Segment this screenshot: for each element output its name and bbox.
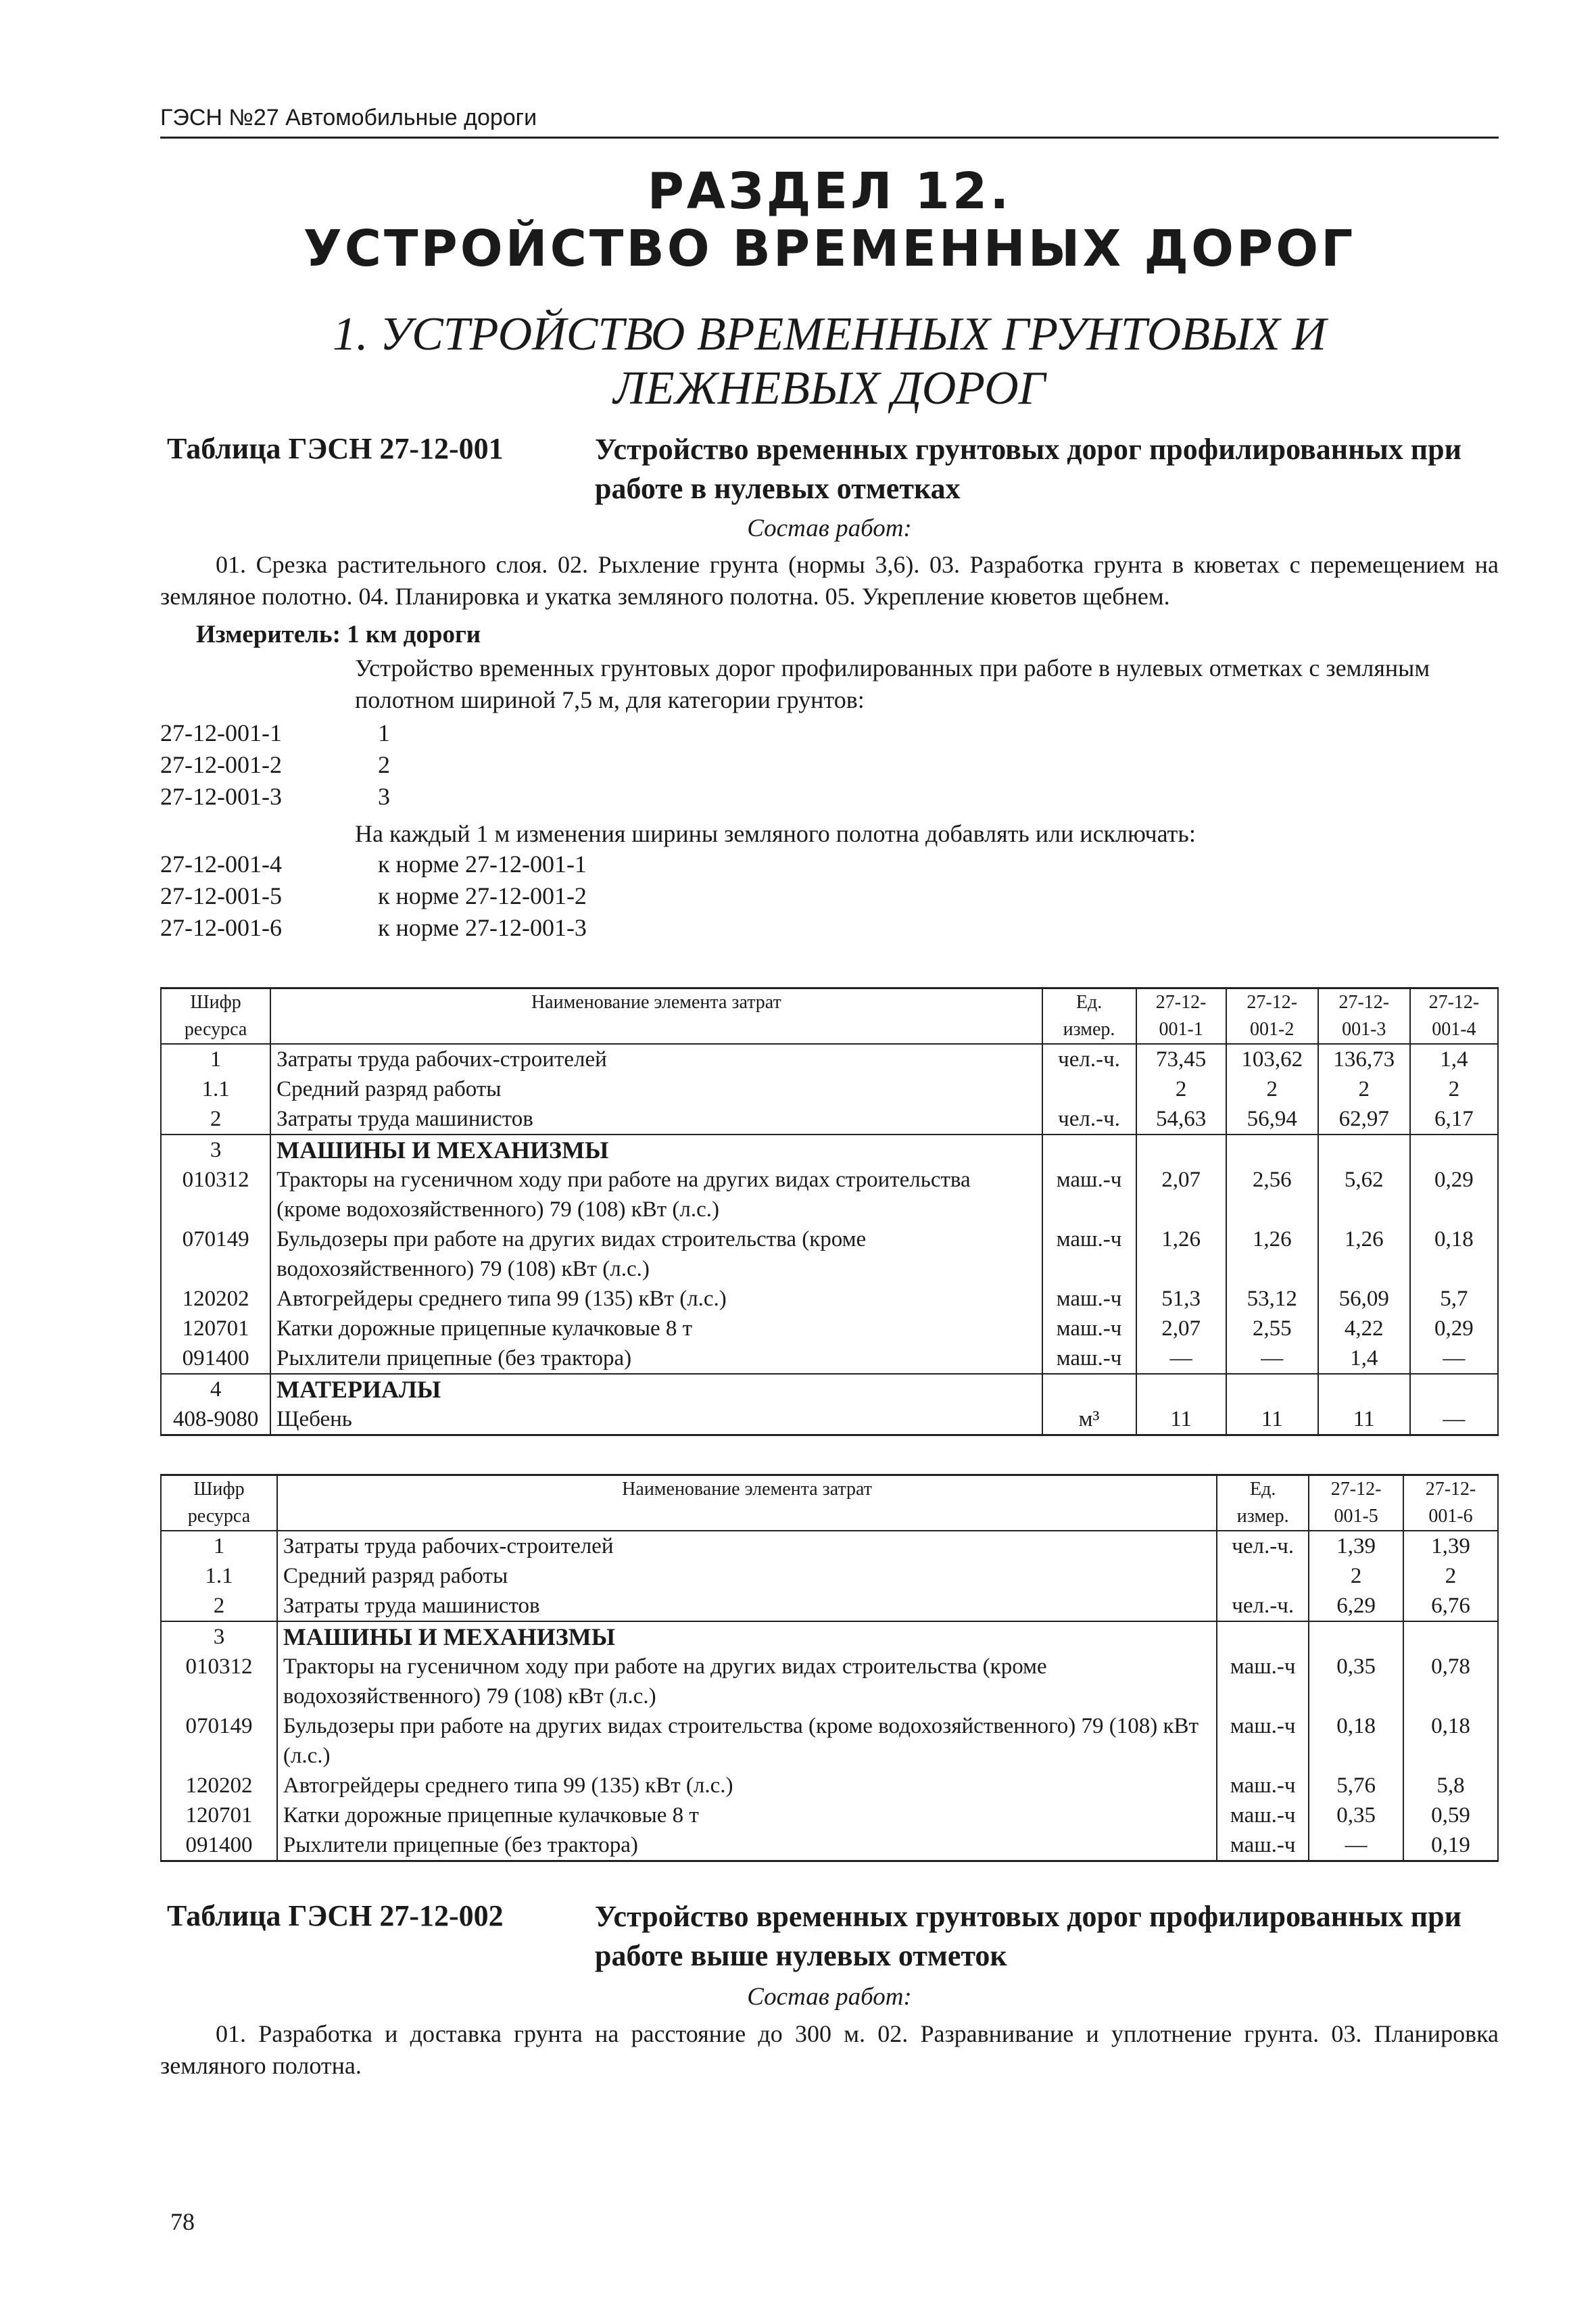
resource-value: 53,12 <box>1226 1284 1318 1314</box>
table-title: Устройство временных грунтовых дорог профилированных при работе в нулевых отметках <box>595 433 1461 505</box>
table-label-2: Таблица ГЭСН 27-12-002 <box>167 1899 504 1932</box>
resource-name: Затраты труда машинистов <box>277 1591 1217 1621</box>
section-title: УСТРОЙСТВО ВРЕМЕННЫХ ДОРОГ <box>303 220 1356 278</box>
norms-intro: Устройство временных грунтовых дорог профилированных при работе в нулевых отметках с земляным полотном шириной 7,5 м, для категории грунтов: <box>355 654 1430 713</box>
resource-value <box>1410 1135 1498 1165</box>
resource-code: 120701 <box>161 1800 277 1830</box>
works-text-2: 01. Разработка и доставка грунта на расстояние до 300 м. 02. Разравнивание и уплотнение грунта. 03. Планировка земляного полотна. <box>160 2020 1499 2079</box>
resource-value <box>1226 1374 1318 1404</box>
resource-code: 1.1 <box>161 1074 270 1104</box>
subsection-title-line2: ЛЕЖНЕВЫХ ДОРОГ <box>613 362 1046 414</box>
table-row <box>161 1800 1498 1830</box>
resource-name: Тракторы на гусеничном ходу при работе на других видах строительства (кроме водохозяйственного) 79 (108) кВт (л.с.) <box>270 1165 1042 1224</box>
resource-unit: маш.-ч <box>1217 1652 1309 1711</box>
resource-unit <box>1217 1621 1309 1652</box>
resource-value: 0,78 <box>1403 1652 1498 1711</box>
resource-code: 010312 <box>161 1165 270 1224</box>
header-name: Наименование элемента затрат <box>270 988 1042 1045</box>
resource-name: Рыхлители прицепные (без трактора) <box>277 1830 1217 1861</box>
resource-value: — <box>1410 1404 1498 1435</box>
resource-code: 4 <box>161 1374 270 1404</box>
resource-value: 2 <box>1136 1074 1226 1104</box>
table-row <box>161 1711 1498 1771</box>
works-text: 01. Срезка растительного слоя. 02. Рыхление грунта (нормы 3,6). 03. Разработка грунта в кюветах с перемещением на земляное полотно. 04. Планировка и укатка земляного полотна. 05. Укрепление кюветов щебнем. <box>160 551 1499 610</box>
resource-value: 2,07 <box>1136 1314 1226 1343</box>
resource-value: 0,19 <box>1403 1830 1498 1861</box>
resource-value: 1,26 <box>1226 1224 1318 1284</box>
resource-value: — <box>1226 1343 1318 1374</box>
norm-code: 27-12-001-1 <box>160 719 282 746</box>
section-number: РАЗДЕЛ 12. <box>647 162 1012 220</box>
resource-name: Затраты труда машинистов <box>270 1104 1042 1135</box>
resource-value: 4,22 <box>1318 1314 1410 1343</box>
resource-value: 136,73 <box>1318 1044 1410 1074</box>
header-code: Шифр ресурса <box>161 988 270 1045</box>
resource-value: 56,94 <box>1226 1104 1318 1135</box>
resource-value: 5,7 <box>1410 1284 1498 1314</box>
table-row <box>161 1044 1498 1074</box>
resource-value: 73,45 <box>1136 1044 1226 1074</box>
resource-value <box>1410 1374 1498 1404</box>
resource-unit <box>1217 1561 1309 1591</box>
resource-value <box>1403 1621 1498 1652</box>
header-unit: Ед. измер. <box>1042 988 1136 1045</box>
resource-value: 2 <box>1226 1074 1318 1104</box>
resource-value: 5,8 <box>1403 1771 1498 1800</box>
resource-value: 5,62 <box>1318 1165 1410 1224</box>
resource-unit: маш.-ч <box>1042 1284 1136 1314</box>
resource-code: 3 <box>161 1135 270 1165</box>
resource-value: 2,07 <box>1136 1165 1226 1224</box>
resource-value: 0,35 <box>1309 1800 1403 1830</box>
resource-name: Катки дорожные прицепные кулачковые 8 т <box>277 1800 1217 1830</box>
resource-code: 120202 <box>161 1284 270 1314</box>
resource-value: 11 <box>1318 1404 1410 1435</box>
category-heading: МАШИНЫ И МЕХАНИЗМЫ <box>277 1621 1217 1652</box>
subsection-title-line1: 1. УСТРОЙСТВО ВРЕМЕННЫХ ГРУНТОВЫХ И <box>333 308 1326 360</box>
table-row <box>161 1374 1498 1404</box>
header-col: 27-12-001-4 <box>1410 988 1498 1045</box>
norm-value: к норме 27-12-001-1 <box>378 851 587 878</box>
page-number: 78 <box>170 2208 195 2235</box>
resource-value: 0,29 <box>1410 1165 1498 1224</box>
header-col: 27-12-001-3 <box>1318 988 1410 1045</box>
resource-value: 56,09 <box>1318 1284 1410 1314</box>
resource-unit: маш.-ч <box>1217 1800 1309 1830</box>
resource-code: 010312 <box>161 1652 277 1711</box>
table-row <box>161 1830 1498 1861</box>
resource-unit: маш.-ч <box>1217 1830 1309 1861</box>
header-name: Наименование элемента затрат <box>277 1475 1217 1531</box>
resource-value: 0,18 <box>1410 1224 1498 1284</box>
resource-value: 51,3 <box>1136 1284 1226 1314</box>
resource-code: 070149 <box>161 1224 270 1284</box>
resource-value <box>1318 1135 1410 1165</box>
resource-value: 6,29 <box>1309 1591 1403 1621</box>
header-col: 27-12-001-1 <box>1136 988 1226 1045</box>
resource-value: 11 <box>1136 1404 1226 1435</box>
resource-name: Затраты труда рабочих-строителей <box>270 1044 1042 1074</box>
resource-unit: маш.-ч <box>1217 1711 1309 1771</box>
resource-value: 6,17 <box>1410 1104 1498 1135</box>
resource-value <box>1136 1374 1226 1404</box>
resource-value: 2,56 <box>1226 1165 1318 1224</box>
works-heading-2: Состав работ: <box>747 1983 912 2011</box>
header-col: 27-12-001-5 <box>1309 1475 1403 1531</box>
resource-value: 1,26 <box>1136 1224 1226 1284</box>
resource-unit <box>1042 1374 1136 1404</box>
resource-value: 1,39 <box>1403 1531 1498 1561</box>
header-unit: Ед. измер. <box>1217 1475 1309 1531</box>
table-row <box>161 1314 1498 1343</box>
resource-name: Автогрейдеры среднего типа 99 (135) кВт (л.с.) <box>270 1284 1042 1314</box>
resource-code: 091400 <box>161 1830 277 1861</box>
works-heading: Состав работ: <box>747 515 912 542</box>
resource-value: 2 <box>1410 1074 1498 1104</box>
table-header-row <box>161 1475 1498 1531</box>
table-row <box>161 1284 1498 1314</box>
resource-value: 103,62 <box>1226 1044 1318 1074</box>
resource-name: Бульдозеры при работе на других видах строительства (кроме водохозяйственного) 79 (108) кВт (л.с.) <box>277 1711 1217 1771</box>
header-col: 27-12-001-6 <box>1403 1475 1498 1531</box>
resource-code: 091400 <box>161 1343 270 1374</box>
resource-unit: маш.-ч <box>1042 1314 1136 1343</box>
norms-intro-2: На каждый 1 м изменения ширины земляного полотна добавлять или исключать: <box>355 820 1196 847</box>
resource-code: 120701 <box>161 1314 270 1343</box>
resource-value: 11 <box>1226 1404 1318 1435</box>
table-label: Таблица ГЭСН 27-12-001 <box>167 432 504 465</box>
header-code: Шифр ресурса <box>161 1475 277 1531</box>
header-col: 27-12-001-2 <box>1226 988 1318 1045</box>
norm-code: 27-12-001-6 <box>160 914 282 941</box>
resource-value: 1,26 <box>1318 1224 1410 1284</box>
norm-value: 2 <box>378 751 390 778</box>
resource-name: Затраты труда рабочих-строителей <box>277 1531 1217 1561</box>
resource-unit <box>1042 1135 1136 1165</box>
resource-unit: чел.-ч. <box>1217 1531 1309 1561</box>
resource-value: — <box>1136 1343 1226 1374</box>
resource-value <box>1226 1135 1318 1165</box>
table-row <box>161 1591 1498 1621</box>
resource-name: Тракторы на гусеничном ходу при работе на других видах строительства (кроме водохозяйственного) 79 (108) кВт (л.с.) <box>277 1652 1217 1711</box>
resource-code: 120202 <box>161 1771 277 1800</box>
norm-code: 27-12-001-4 <box>160 851 282 878</box>
table-title-2: Устройство временных грунтовых дорог профилированных при работе выше нулевых отметок <box>595 1900 1461 1972</box>
table-header-row <box>161 988 1498 1045</box>
resource-name: Щебень <box>270 1404 1042 1435</box>
table-row <box>161 1652 1498 1711</box>
resource-unit: м³ <box>1042 1404 1136 1435</box>
resource-name: Автогрейдеры среднего типа 99 (135) кВт (л.с.) <box>277 1771 1217 1800</box>
table-row <box>161 1771 1498 1800</box>
resource-unit: чел.-ч. <box>1042 1104 1136 1135</box>
resource-name: Средний разряд работы <box>270 1074 1042 1104</box>
resource-code: 070149 <box>161 1711 277 1771</box>
resource-unit: маш.-ч <box>1042 1165 1136 1224</box>
norm-value: 3 <box>378 783 390 810</box>
meter: Измеритель: 1 км дороги <box>196 621 481 648</box>
resource-value: 5,76 <box>1309 1771 1403 1800</box>
table-row <box>161 1404 1498 1435</box>
resource-value: — <box>1410 1343 1498 1374</box>
resource-code: 1 <box>161 1044 270 1074</box>
table-row <box>161 1165 1498 1224</box>
resource-unit: маш.-ч <box>1042 1343 1136 1374</box>
table-row <box>161 1224 1498 1284</box>
resource-value: 1,4 <box>1318 1343 1410 1374</box>
resource-table-a <box>160 987 1499 1436</box>
norm-code: 27-12-001-5 <box>160 882 282 909</box>
resource-name: Средний разряд работы <box>277 1561 1217 1591</box>
table-row <box>161 1104 1498 1135</box>
resource-value <box>1309 1621 1403 1652</box>
resource-value: 6,76 <box>1403 1591 1498 1621</box>
resource-unit: маш.-ч <box>1042 1224 1136 1284</box>
resource-value: 1,4 <box>1410 1044 1498 1074</box>
resource-value: 0,59 <box>1403 1800 1498 1830</box>
resource-code: 2 <box>161 1104 270 1135</box>
resource-value: 2 <box>1318 1074 1410 1104</box>
table-row <box>161 1531 1498 1561</box>
resource-code: 1 <box>161 1531 277 1561</box>
resource-code: 1.1 <box>161 1561 277 1591</box>
category-heading: МАШИНЫ И МЕХАНИЗМЫ <box>270 1135 1042 1165</box>
resource-value <box>1136 1135 1226 1165</box>
resource-value: 62,97 <box>1318 1104 1410 1135</box>
table-row <box>161 1074 1498 1104</box>
norm-value: к норме 27-12-001-3 <box>378 914 587 941</box>
resource-unit: чел.-ч. <box>1217 1591 1309 1621</box>
table-row <box>161 1343 1498 1374</box>
resource-name: Катки дорожные прицепные кулачковые 8 т <box>270 1314 1042 1343</box>
resource-unit <box>1042 1074 1136 1104</box>
category-heading: МАТЕРИАЛЫ <box>270 1374 1042 1404</box>
resource-code: 408-9080 <box>161 1404 270 1435</box>
table-row <box>161 1621 1498 1652</box>
table-row <box>161 1135 1498 1165</box>
resource-value: 54,63 <box>1136 1104 1226 1135</box>
resource-value: 2 <box>1309 1561 1403 1591</box>
resource-table-b <box>160 1474 1499 1862</box>
norm-value: 1 <box>378 719 390 746</box>
table-row <box>161 1561 1498 1591</box>
resource-value: 2,55 <box>1226 1314 1318 1343</box>
resource-value <box>1318 1374 1410 1404</box>
resource-value: 1,39 <box>1309 1531 1403 1561</box>
resource-code: 3 <box>161 1621 277 1652</box>
resource-unit: маш.-ч <box>1217 1771 1309 1800</box>
resource-value: 2 <box>1403 1561 1498 1591</box>
resource-value: — <box>1309 1830 1403 1861</box>
resource-value: 0,18 <box>1309 1711 1403 1771</box>
norm-value: к норме 27-12-001-2 <box>378 882 587 909</box>
resource-value: 0,35 <box>1309 1652 1403 1711</box>
resource-value: 0,18 <box>1403 1711 1498 1771</box>
norm-code: 27-12-001-2 <box>160 751 282 778</box>
norm-code: 27-12-001-3 <box>160 783 282 810</box>
resource-value: 0,29 <box>1410 1314 1498 1343</box>
resource-name: Бульдозеры при работе на других видах строительства (кроме водохозяйственного) 79 (108) кВт (л.с.) <box>270 1224 1042 1284</box>
resource-unit: чел.-ч. <box>1042 1044 1136 1074</box>
resource-name: Рыхлители прицепные (без трактора) <box>270 1343 1042 1374</box>
resource-code: 2 <box>161 1591 277 1621</box>
running-head: ГЭСН №27 Автомобильные дороги <box>160 105 1499 139</box>
